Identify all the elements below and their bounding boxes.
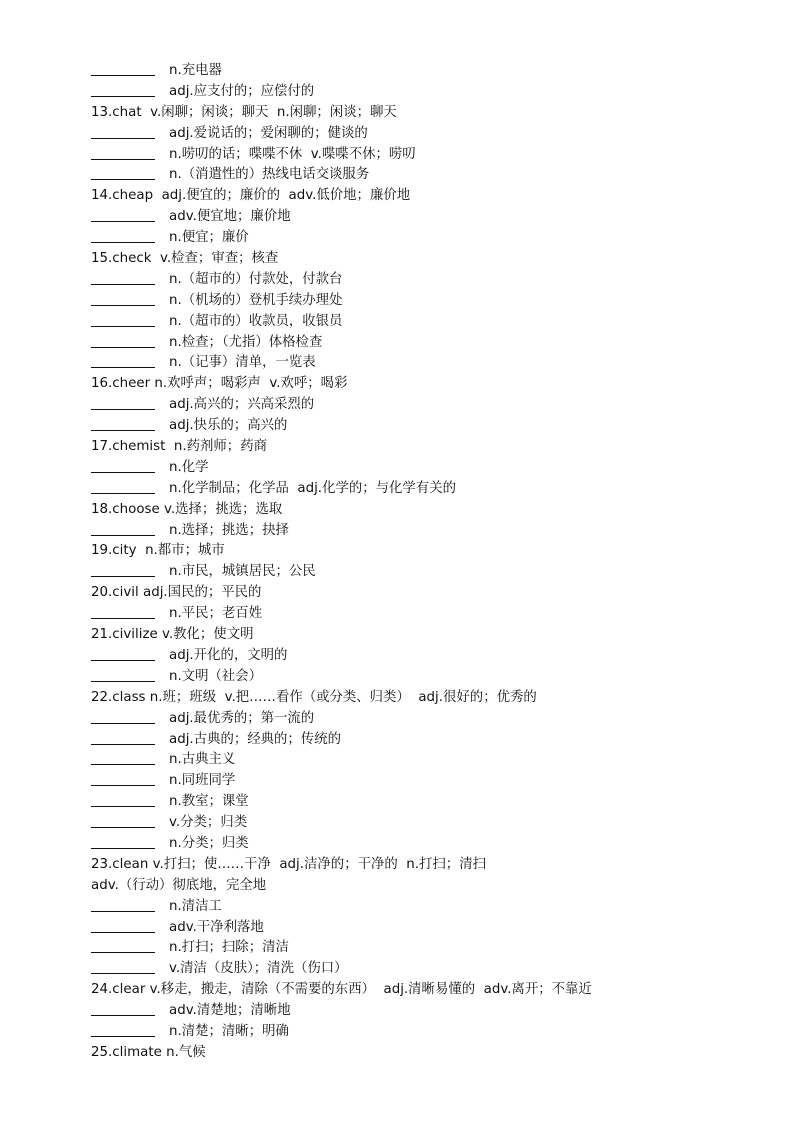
line-text: 16.cheer n.欢呼声；喝彩声 v.欢呼；喝彩 (91, 376, 348, 392)
fill-in-line (91, 207, 771, 228)
fill-in-line (91, 646, 771, 667)
line-text: v.清洁（皮肤）；清洗（伤口） (169, 961, 348, 977)
fill-in-line (91, 333, 771, 354)
fill-in-line (91, 938, 771, 959)
fill-in-line (91, 709, 771, 730)
answer-blank (91, 145, 155, 160)
answer-blank (91, 333, 155, 348)
line-text: 18.choose v.选择；挑选；选取 (91, 501, 283, 517)
entry-line (91, 583, 771, 604)
fill-in-line (91, 312, 771, 333)
entry-line (91, 876, 771, 897)
fill-in-line (91, 145, 771, 166)
fill-in-line (91, 479, 771, 500)
line-text: n.（记事）清单，一览表 (169, 355, 316, 371)
line-text: n.便宜；廉价 (169, 230, 249, 246)
answer-blank (91, 604, 155, 619)
line-text: n.打扫；扫除；清洁 (169, 940, 289, 956)
answer-blank (91, 124, 155, 139)
line-text: v.分类；归类 (169, 815, 248, 831)
line-text: 22.class n.班；班级 v.把……看作（或分类、归类） adj.很好的；优秀的 (91, 689, 537, 705)
answer-blank (91, 646, 155, 661)
line-text: n.充电器 (169, 63, 222, 78)
line-text: n.清洁工 (169, 898, 222, 914)
line-text: n.教室；课堂 (169, 794, 249, 810)
answer-blank (91, 834, 155, 849)
fill-in-line (91, 771, 771, 792)
answer-blank (91, 353, 155, 368)
line-text: adj.最优秀的；第一流的 (169, 710, 315, 726)
answer-blank (91, 813, 155, 828)
fill-in-line (91, 228, 771, 249)
line-text: 21.civilize v.教化；使文明 (91, 627, 254, 643)
fill-in-line (91, 730, 771, 751)
answer-blank (91, 667, 155, 682)
answer-blank (91, 792, 155, 807)
fill-in-line (91, 604, 771, 625)
answer-blank (91, 312, 155, 327)
line-text: adv.（行动）彻底地，完全地 (91, 877, 267, 893)
fill-in-line (91, 562, 771, 583)
fill-in-line (91, 165, 771, 186)
fill-in-line (91, 834, 771, 855)
line-text: adv.便宜地；廉价地 (169, 209, 291, 225)
answer-blank (91, 1022, 155, 1037)
vocabulary-list (91, 61, 771, 1064)
fill-in-line (91, 1022, 771, 1043)
line-text: adj.快乐的；高兴的 (169, 418, 288, 434)
line-text: n.唠叨的话；喋喋不休 v.喋喋不休；唠叨 (169, 146, 416, 162)
line-text: 20.civil adj.国民的；平民的 (91, 585, 262, 601)
entry-line (91, 186, 771, 207)
fill-in-line (91, 521, 771, 542)
fill-in-line (91, 270, 771, 291)
entry-line (91, 374, 771, 395)
answer-blank (91, 771, 155, 786)
line-text: adj.古典的；经典的；传统的 (169, 731, 341, 747)
line-text: 15.check v.检查；审查；核查 (91, 251, 279, 267)
line-text: adv.清楚地；清晰地 (169, 1003, 291, 1019)
line-text: 23.clean v.打扫；使……干净 adj.洁净的；干净的 n.打扫；清扫 (91, 856, 486, 872)
fill-in-line (91, 667, 771, 688)
answer-blank (91, 730, 155, 745)
line-text: n.文明（社会） (169, 668, 263, 684)
entry-line (91, 1043, 771, 1064)
entry-line (91, 249, 771, 270)
entry-line (91, 688, 771, 709)
line-text: n.市民，城镇居民；公民 (169, 564, 316, 580)
fill-in-line (91, 959, 771, 980)
line-text: adj.爱说话的；爱闲聊的；健谈的 (169, 125, 368, 141)
fill-in-line (91, 61, 771, 82)
answer-blank (91, 918, 155, 933)
line-text: adj.开化的，文明的 (169, 647, 288, 663)
entry-line (91, 437, 771, 458)
fill-in-line (91, 813, 771, 834)
line-text: n.（超市的）收款员，收银员 (169, 313, 343, 329)
fill-in-line (91, 918, 771, 939)
entry-line (91, 500, 771, 521)
fill-in-line (91, 792, 771, 813)
line-text: n.（超市的）付款处，付款台 (169, 271, 343, 287)
line-text: n.古典主义 (169, 752, 236, 768)
line-text: 17.chemist n.药剂师；药商 (91, 439, 267, 455)
line-text: n.选择；挑选；抉择 (169, 522, 289, 538)
line-text: n.化学制品；化学品 adj.化学的；与化学有关的 (169, 480, 456, 496)
fill-in-line (91, 124, 771, 145)
answer-blank (91, 479, 155, 494)
answer-blank (91, 82, 155, 97)
answer-blank (91, 270, 155, 285)
entry-line (91, 103, 771, 124)
line-text: n.同班同学 (169, 773, 236, 789)
line-text: adv.干净利落地 (169, 919, 264, 935)
answer-blank (91, 1001, 155, 1016)
line-text: 25.climate n.气候 (91, 1044, 206, 1060)
fill-in-line (91, 395, 771, 416)
answer-blank (91, 562, 155, 577)
line-text: 14.cheap adj.便宜的；廉价的 adv.低价地；廉价地 (91, 188, 411, 204)
line-text: n.清楚；清晰；明确 (169, 1023, 289, 1039)
line-text: n.分类；归类 (169, 835, 249, 851)
answer-blank (91, 61, 155, 76)
fill-in-line (91, 416, 771, 437)
fill-in-line (91, 1001, 771, 1022)
answer-blank (91, 207, 155, 222)
answer-blank (91, 959, 155, 974)
fill-in-line (91, 291, 771, 312)
line-text: 13.chat v.闲聊；闲谈；聊天 n.闲聊；闲谈；聊天 (91, 104, 397, 120)
answer-blank (91, 291, 155, 306)
answer-blank (91, 228, 155, 243)
fill-in-line (91, 897, 771, 918)
fill-in-line (91, 82, 771, 103)
entry-line (91, 855, 771, 876)
entry-line (91, 980, 771, 1001)
answer-blank (91, 395, 155, 410)
entry-line (91, 541, 771, 562)
answer-blank (91, 938, 155, 953)
line-text: n.（机场的）登机手续办理处 (169, 292, 343, 308)
answer-blank (91, 709, 155, 724)
line-text: n.平民；老百姓 (169, 606, 263, 622)
answer-blank (91, 458, 155, 473)
answer-blank (91, 750, 155, 765)
answer-blank (91, 897, 155, 912)
line-text: adj.应支付的；应偿付的 (169, 83, 315, 99)
entry-line (91, 625, 771, 646)
fill-in-line (91, 353, 771, 374)
answer-blank (91, 416, 155, 431)
fill-in-line (91, 458, 771, 479)
line-text: 19.city n.都市；城市 (91, 543, 225, 559)
line-text: n.（消遣性的）热线电话交谈服务 (169, 167, 370, 183)
line-text: n.检查；（尤指）体格检查 (169, 334, 323, 350)
line-text: n.化学 (169, 459, 209, 475)
line-text: 24.clear v.移走，搬走，清除（不需要的东西） adj.清晰易懂的 adv.离开；不靠近 (91, 982, 592, 998)
answer-blank (91, 165, 155, 180)
answer-blank (91, 521, 155, 536)
line-text: adj.高兴的；兴高采烈的 (169, 397, 315, 413)
fill-in-line (91, 750, 771, 771)
